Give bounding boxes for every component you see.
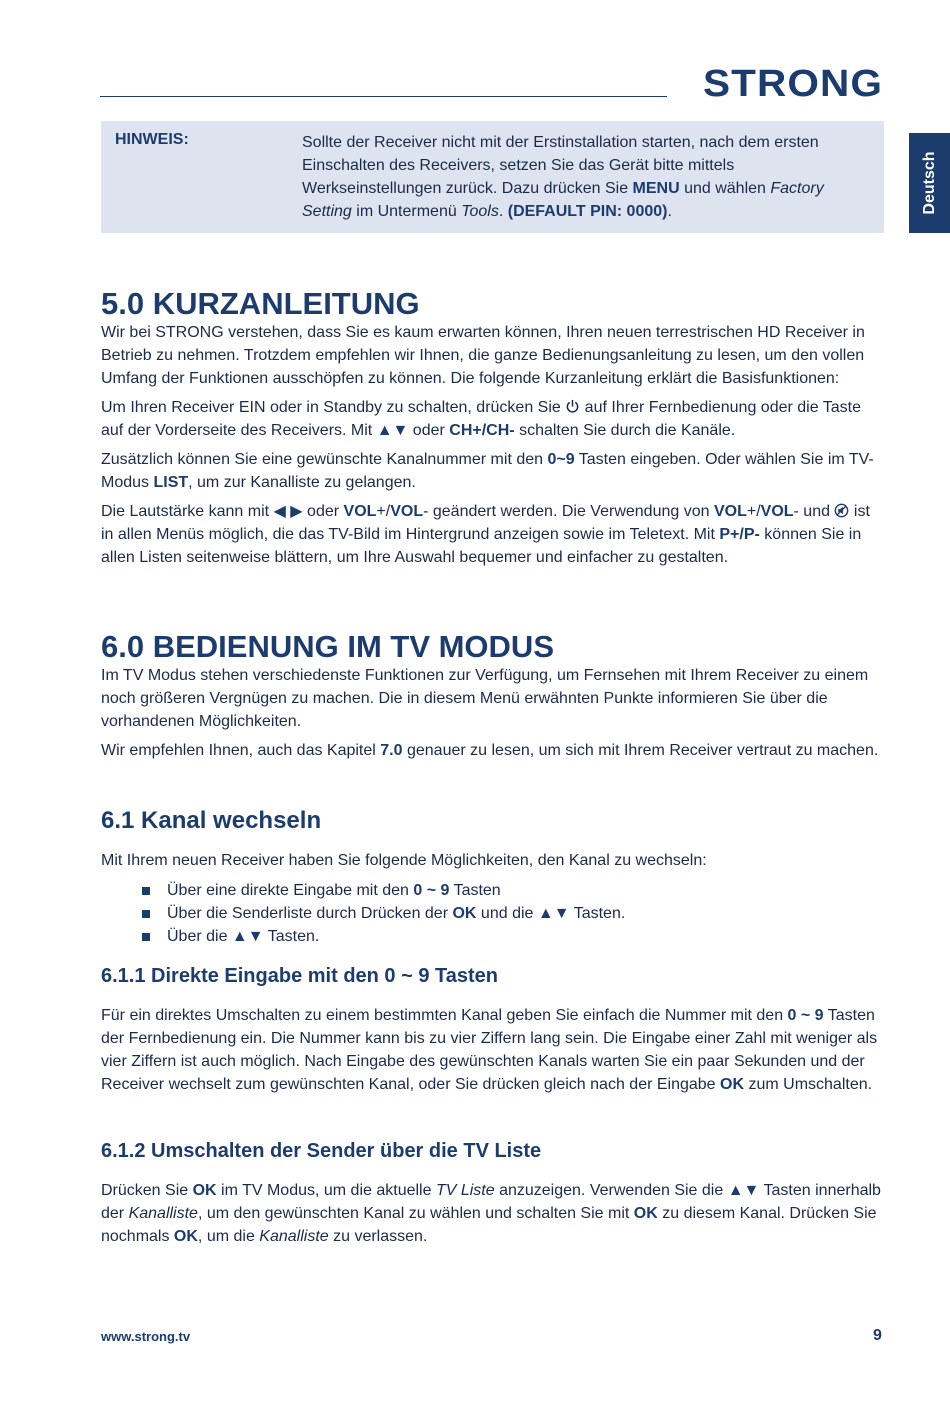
section-6-p2: Wir empfehlen Ihnen, auch das Kapitel 7.0 genauer zu lesen, um sich mit Ihrem Receiver vertraut zu machen. [101, 742, 879, 759]
section-5-p4: Die Lautstärke kann mit ◀ ▶ oder VOL+/VOL- geändert werden. Die Verwendung von VOL+/VOL- und ist in allen Menüs möglich, die das TV-Bild im Hintergrund anzeigen sowie im Teletext. Mit P+/P- können Sie in allen Listen seitenweise blättern, um Ihre Auswahl bequemer und einfacher zu gestalten. [101, 503, 870, 566]
language-tab-label: Deutsch [920, 151, 938, 215]
section-6-1-intro: Mit Ihrem neuen Receiver haben Sie folgende Möglichkeiten, den Kanal zu wechseln: [101, 852, 707, 869]
section-6-1-2 [101, 1139, 886, 1248]
list-item: Über eine direkte Eingabe mit den 0 ~ 9 Tasten [101, 879, 886, 902]
bullet-square-icon [142, 933, 150, 941]
language-tab [909, 133, 950, 233]
note-box [101, 121, 884, 233]
svg-text:STRONG: STRONG [703, 63, 883, 102]
note-label: HINWEIS: [115, 131, 189, 148]
power-icon [565, 399, 580, 414]
section-5-title: 5.0 KURZANLEITUNG [101, 286, 420, 321]
section-6-1-2-title: 6.1.2 Umschalten der Sender über die TV Liste [101, 1140, 542, 1162]
header-rule [100, 96, 667, 97]
up-down-arrows-icon: ▲▼ [231, 928, 264, 945]
channel-change-list [101, 879, 886, 948]
section-5-p3: Zusätzlich können Sie eine gewünschte Kanalnummer mit den 0~9 Tasten eingeben. Oder wählen Sie im TV-Modus LIST, um zur Kanalliste zu gelangen. [101, 451, 874, 491]
section-6-title: 6.0 BEDIENUNG IM TV MODUS [101, 629, 554, 664]
section-6-1-2-p: Drücken Sie OK im TV Modus, um die aktuelle TV Liste anzuzeigen. Verwenden Sie die ▲▼ Tasten innerhalb der Kanalliste, um den gewünschten Kanal zu wählen und schalten Sie mit OK zu diesem Kanal. Drücken Sie nochmals OK, um die Kanalliste zu verlassen. [101, 1182, 881, 1245]
section-6-1 [101, 807, 886, 948]
note-text: Sollte der Receiver nicht mit der Erstinstallation starten, nach dem ersten Einschalten des Receivers, setzen Sie das Gerät bitte mittels Werkseinstellungen zurück. Dazu drücken Sie MENU und wählen Factory Setting im Untermenü Tools. (DEFAULT PIN: 0000). [302, 134, 824, 220]
section-5-p2: Um Ihren Receiver EIN oder in Standby zu schalten, drücken Sie auf Ihrer Fernbedienung oder die Taste auf der Vorderseite des Receivers. Mit ▲▼ oder CH+/CH- schalten Sie durch die Kanäle. [101, 399, 862, 439]
section-6-1-1-p: Für ein direktes Umschalten zu einem bestimmten Kanal geben Sie einfach die Nummer mit den 0 ~ 9 Tasten der Fernbedienung ein. Die Nummer kann bis zu vier Ziffern lang sein. Die Eingabe einer Zahl mit weniger als vier Ziffern ist auch möglich. Nach Eingabe des gewünschten Kanals warten Sie ein paar Sekunden und der Receiver wechselt zum gewünschten Kanal, oder Sie drücken gleich nach der Eingabe OK zum Umschalten. [101, 1007, 878, 1093]
bullet-square-icon [142, 910, 150, 918]
section-5 [101, 287, 886, 569]
section-6-1-title: 6.1 Kanal wechseln [101, 807, 322, 834]
left-right-arrows-icon: ◀ ▶ [273, 503, 303, 520]
page-number: 9 [873, 1327, 882, 1344]
section-6 [101, 630, 886, 762]
list-item: Über die ▲▼ Tasten. [101, 925, 886, 948]
list-item: Über die Senderliste durch Drücken der OK und die ▲▼ Tasten. [101, 902, 886, 925]
mute-icon [834, 503, 849, 518]
footer-url[interactable]: www.strong.tv [101, 1329, 191, 1344]
section-5-p1: Wir bei STRONG verstehen, dass Sie es kaum erwarten können, Ihren neuen terrestrischen HD Receiver in Betrieb zu nehmen. Trotzdem empfehlen wir Ihnen, die ganze Bedienungsanleitung zu lesen, um den vollen Umfang der Funktionen ausschöpfen zu können. Die folgende Kurzanleitung erklärt die Basisfunktionen: [101, 324, 865, 387]
section-6-1-1-title: 6.1.1 Direkte Eingabe mit den 0 ~ 9 Tasten [101, 965, 499, 987]
section-6-p1: Im TV Modus stehen verschiedenste Funktionen zur Verfügung, um Fernsehen mit Ihrem Receiver zu einem noch größeren Vergnügen zu machen. Die in diesem Menü erwähnten Punkte informieren Sie über die vorhandenen Möglichkeiten. [101, 667, 869, 730]
strong-logo [703, 60, 885, 102]
section-6-1-1 [101, 964, 886, 1096]
up-down-arrows-icon: ▲▼ [727, 1182, 760, 1199]
up-down-arrows-icon: ▲▼ [537, 905, 570, 922]
up-down-arrows-icon: ▲▼ [376, 422, 409, 439]
bullet-square-icon [142, 887, 150, 895]
